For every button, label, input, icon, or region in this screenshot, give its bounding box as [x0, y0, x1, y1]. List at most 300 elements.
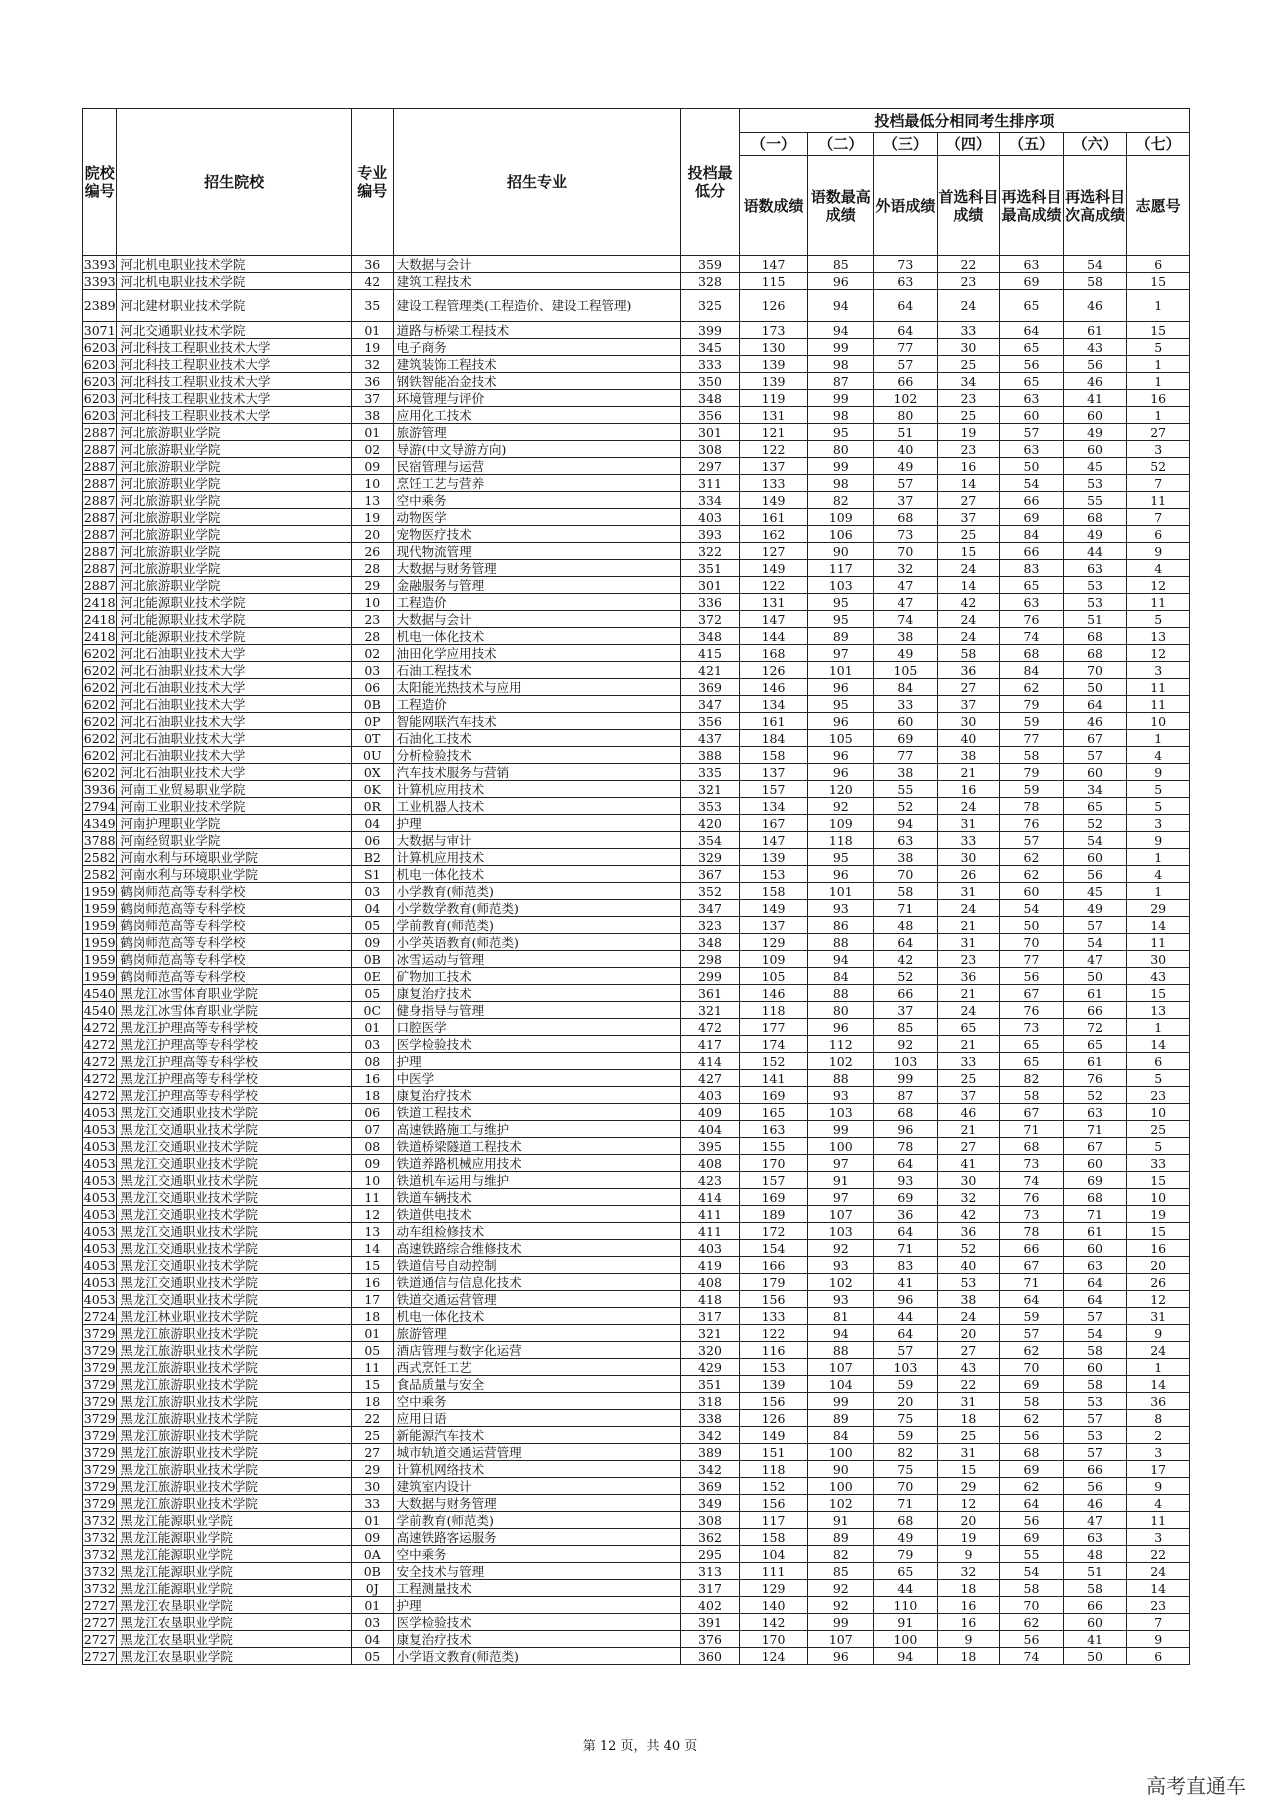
- first-subject-cell: 34: [937, 373, 1000, 390]
- reselect-second-cell: 50: [1063, 1648, 1127, 1665]
- foreign-lang-cell: 96: [874, 1121, 938, 1138]
- school-name-cell: 河南水利与环境职业学院: [117, 849, 352, 866]
- school-name-cell: 黑龙江林业职业技术学院: [117, 1308, 352, 1325]
- reselect-max-cell: 65: [1000, 339, 1064, 356]
- chinese-math-max-cell: 103: [808, 1223, 874, 1240]
- min-score-cell: 362: [681, 1529, 739, 1546]
- reselect-second-cell: 34: [1063, 781, 1127, 798]
- first-subject-cell: 42: [937, 594, 1000, 611]
- major-name-cell: 铁道供电技术: [393, 1206, 681, 1223]
- school-code-cell: 3729: [83, 1444, 116, 1460]
- chinese-math-max-cell: 95: [808, 849, 874, 866]
- foreign-lang-cell: 40: [874, 441, 938, 458]
- reselect-max-cell: 62: [1000, 1410, 1064, 1427]
- preference-no-cell: 3: [1127, 662, 1190, 679]
- first-subject-cell: 42: [937, 1206, 1000, 1223]
- first-subject-cell: 27: [937, 492, 1000, 509]
- chinese-math-max-cell: 88: [808, 985, 874, 1002]
- reselect-max-cell: 65: [1000, 290, 1064, 322]
- first-subject-cell: 30: [937, 713, 1000, 730]
- chinese-math-cell: 169: [739, 1189, 808, 1206]
- chinese-math-max-cell: 109: [808, 509, 874, 526]
- school-code-cell: 2887: [83, 441, 116, 457]
- table-row: [83, 628, 1190, 645]
- major-name-cell: 工程测量技术: [393, 1580, 681, 1597]
- reselect-second-cell: 58: [1063, 1342, 1127, 1359]
- chinese-math-max-cell: 91: [808, 1172, 874, 1189]
- reselect-second-cell: 63: [1063, 1529, 1127, 1546]
- first-subject-cell: 24: [937, 1002, 1000, 1019]
- chinese-math-cell: 163: [739, 1121, 808, 1138]
- page-footer: 第 12 页，共 40 页: [582, 1739, 698, 1754]
- reselect-max-cell: 76: [1000, 1002, 1064, 1019]
- major-code-cell: 12: [351, 1206, 393, 1223]
- header-tie-number: （五）: [1000, 133, 1064, 156]
- school-name-cell: 黑龙江交通职业技术学院: [117, 1291, 352, 1308]
- major-name-cell: 空中乘务: [393, 492, 681, 509]
- chinese-math-cell: 149: [739, 1427, 808, 1444]
- major-code-cell: 05: [351, 1342, 393, 1359]
- school-name-cell: 黑龙江护理高等专科学校: [117, 1019, 352, 1036]
- major-name-cell: 大数据与会计: [393, 256, 681, 273]
- school-code-cell: 4053: [83, 1274, 116, 1290]
- school-code-cell: 2418: [83, 594, 116, 610]
- first-subject-cell: 36: [937, 1223, 1000, 1240]
- major-code-cell: 36: [351, 256, 393, 273]
- table-row: [83, 1274, 1190, 1291]
- chinese-math-max-cell: 88: [808, 1342, 874, 1359]
- chinese-math-cell: 157: [739, 1172, 808, 1189]
- major-name-cell: 大数据与审计: [393, 832, 681, 849]
- school-name-cell: 河北旅游职业学院: [117, 475, 352, 492]
- major-code-cell: 22: [351, 1410, 393, 1427]
- min-score-cell: 411: [681, 1223, 739, 1240]
- reselect-second-cell: 58: [1063, 1580, 1127, 1597]
- school-name-cell: 黑龙江旅游职业技术学院: [117, 1393, 352, 1410]
- min-score-cell: 354: [681, 832, 739, 849]
- foreign-lang-cell: 37: [874, 492, 938, 509]
- foreign-lang-cell: 37: [874, 1002, 938, 1019]
- min-score-cell: 367: [681, 866, 739, 883]
- chinese-math-cell: 133: [739, 475, 808, 492]
- foreign-lang-cell: 99: [874, 1070, 938, 1087]
- chinese-math-max-cell: 90: [808, 543, 874, 560]
- major-code-cell: 28: [351, 560, 393, 577]
- reselect-max-cell: 57: [1000, 424, 1064, 441]
- reselect-second-cell: 46: [1063, 290, 1127, 322]
- school-name-cell: 河南经贸职业学院: [117, 832, 352, 849]
- reselect-max-cell: 76: [1000, 1189, 1064, 1206]
- table-row: [83, 1036, 1190, 1053]
- reselect-second-cell: 52: [1063, 815, 1127, 832]
- chinese-math-max-cell: 96: [808, 764, 874, 781]
- reselect-max-cell: 62: [1000, 1342, 1064, 1359]
- school-code-cell: 4272: [83, 1087, 116, 1103]
- first-subject-cell: 37: [937, 696, 1000, 713]
- major-name-cell: 动车组检修技术: [393, 1223, 681, 1240]
- min-score-cell: 393: [681, 526, 739, 543]
- school-name-cell: 河北旅游职业学院: [117, 424, 352, 441]
- school-name-cell: 河北科技工程职业技术大学: [117, 356, 352, 373]
- school-name-cell: 河北石油职业技术大学: [117, 662, 352, 679]
- chinese-math-cell: 122: [739, 441, 808, 458]
- preference-no-cell: 13: [1127, 1002, 1190, 1019]
- school-name-cell: 黑龙江能源职业学院: [117, 1529, 352, 1546]
- chinese-math-cell: 153: [739, 866, 808, 883]
- school-name-cell: 河北石油职业技术大学: [117, 696, 352, 713]
- foreign-lang-cell: 63: [874, 273, 938, 290]
- school-name-cell: 黑龙江能源职业学院: [117, 1563, 352, 1580]
- table-row: [83, 458, 1190, 475]
- major-code-cell: 08: [351, 1053, 393, 1070]
- foreign-lang-cell: 66: [874, 373, 938, 390]
- major-code-cell: 10: [351, 594, 393, 611]
- school-name-cell: 河南水利与环境职业学院: [117, 866, 352, 883]
- school-name-cell: 河北机电职业技术学院: [117, 273, 352, 290]
- school-code-cell: 2887: [83, 509, 116, 525]
- preference-no-cell: 15: [1127, 322, 1190, 339]
- major-name-cell: 油田化学应用技术: [393, 645, 681, 662]
- preference-no-cell: 9: [1127, 1478, 1190, 1495]
- reselect-second-cell: 41: [1063, 1631, 1127, 1648]
- chinese-math-cell: 154: [739, 1240, 808, 1257]
- reselect-max-cell: 69: [1000, 1461, 1064, 1478]
- major-name-cell: 民宿管理与运营: [393, 458, 681, 475]
- major-name-cell: 酒店管理与数字化运营: [393, 1342, 681, 1359]
- major-code-cell: 05: [351, 985, 393, 1002]
- chinese-math-max-cell: 102: [808, 1274, 874, 1291]
- major-name-cell: 西式烹饪工艺: [393, 1359, 681, 1376]
- foreign-lang-cell: 77: [874, 747, 938, 764]
- first-subject-cell: 16: [937, 458, 1000, 475]
- preference-no-cell: 9: [1127, 764, 1190, 781]
- foreign-lang-cell: 65: [874, 1563, 938, 1580]
- table-row: [83, 1478, 1190, 1495]
- foreign-lang-cell: 71: [874, 1240, 938, 1257]
- major-name-cell: 铁道工程技术: [393, 1104, 681, 1121]
- chinese-math-max-cell: 89: [808, 628, 874, 645]
- school-name-cell: 河北旅游职业学院: [117, 441, 352, 458]
- reselect-max-cell: 65: [1000, 373, 1064, 390]
- major-code-cell: 42: [351, 273, 393, 290]
- header-tie-number: （一）: [739, 133, 808, 156]
- school-code-cell: 4053: [83, 1155, 116, 1171]
- school-code-cell: 3729: [83, 1478, 116, 1494]
- reselect-max-cell: 59: [1000, 781, 1064, 798]
- table-row: [83, 390, 1190, 407]
- min-score-cell: 361: [681, 985, 739, 1002]
- chinese-math-max-cell: 89: [808, 1529, 874, 1546]
- school-code-cell: 3729: [83, 1427, 116, 1443]
- reselect-max-cell: 82: [1000, 1070, 1064, 1087]
- school-code-cell: 3729: [83, 1461, 116, 1477]
- school-code-cell: 3729: [83, 1410, 116, 1426]
- table-row: [83, 1138, 1190, 1155]
- table-row: [83, 1376, 1190, 1393]
- min-score-cell: 408: [681, 1155, 739, 1172]
- major-name-cell: 计算机网络技术: [393, 1461, 681, 1478]
- major-code-cell: 28: [351, 628, 393, 645]
- reselect-max-cell: 59: [1000, 713, 1064, 730]
- foreign-lang-cell: 63: [874, 832, 938, 849]
- reselect-second-cell: 68: [1063, 628, 1127, 645]
- major-code-cell: 11: [351, 1359, 393, 1376]
- table-row: [83, 577, 1190, 594]
- major-code-cell: 08: [351, 1138, 393, 1155]
- foreign-lang-cell: 69: [874, 1189, 938, 1206]
- reselect-max-cell: 58: [1000, 1393, 1064, 1410]
- reselect-second-cell: 44: [1063, 543, 1127, 560]
- preference-no-cell: 4: [1127, 866, 1190, 883]
- major-code-cell: 0X: [351, 764, 393, 781]
- reselect-max-cell: 54: [1000, 475, 1064, 492]
- preference-no-cell: 19: [1127, 1206, 1190, 1223]
- chinese-math-cell: 133: [739, 1308, 808, 1325]
- preference-no-cell: 52: [1127, 458, 1190, 475]
- school-code-cell: 4272: [83, 1036, 116, 1052]
- preference-no-cell: 7: [1127, 475, 1190, 492]
- major-code-cell: 16: [351, 1274, 393, 1291]
- reselect-second-cell: 68: [1063, 1189, 1127, 1206]
- min-score-cell: 356: [681, 713, 739, 730]
- first-subject-cell: 18: [937, 1580, 1000, 1597]
- min-score-cell: 417: [681, 1036, 739, 1053]
- school-code-cell: 6202: [83, 730, 116, 746]
- watermark: 高考直通车: [1146, 1774, 1246, 1798]
- min-score-cell: 328: [681, 273, 739, 290]
- table-row: [83, 1444, 1190, 1461]
- reselect-max-cell: 55: [1000, 1546, 1064, 1563]
- table-row: [83, 747, 1190, 764]
- first-subject-cell: 53: [937, 1274, 1000, 1291]
- major-code-cell: 38: [351, 407, 393, 424]
- school-code-cell: 4053: [83, 1104, 116, 1120]
- school-code-cell: 3729: [83, 1342, 116, 1358]
- major-name-cell: 旅游管理: [393, 424, 681, 441]
- major-code-cell: 0K: [351, 781, 393, 798]
- first-subject-cell: 31: [937, 934, 1000, 951]
- chinese-math-cell: 130: [739, 339, 808, 356]
- table-row: [83, 1393, 1190, 1410]
- major-code-cell: 0C: [351, 1002, 393, 1019]
- major-code-cell: 02: [351, 441, 393, 458]
- first-subject-cell: 31: [937, 1444, 1000, 1461]
- school-code-cell: 1959: [83, 917, 116, 933]
- min-score-cell: 420: [681, 815, 739, 832]
- chinese-math-max-cell: 101: [808, 883, 874, 900]
- major-code-cell: 0B: [351, 1563, 393, 1580]
- foreign-lang-cell: 75: [874, 1410, 938, 1427]
- preference-no-cell: 29: [1127, 900, 1190, 917]
- school-name-cell: 河北石油职业技术大学: [117, 679, 352, 696]
- table-row: [83, 424, 1190, 441]
- school-name-cell: 黑龙江旅游职业技术学院: [117, 1461, 352, 1478]
- chinese-math-cell: 184: [739, 730, 808, 747]
- min-score-cell: 299: [681, 968, 739, 985]
- major-code-cell: 01: [351, 1597, 393, 1614]
- school-code-cell: 1959: [83, 968, 116, 984]
- min-score-cell: 321: [681, 1002, 739, 1019]
- chinese-math-cell: 127: [739, 543, 808, 560]
- preference-no-cell: 12: [1127, 1291, 1190, 1308]
- reselect-max-cell: 69: [1000, 273, 1064, 290]
- reselect-second-cell: 41: [1063, 390, 1127, 407]
- major-code-cell: 09: [351, 1529, 393, 1546]
- school-name-cell: 黑龙江旅游职业技术学院: [117, 1444, 352, 1461]
- school-code-cell: 3732: [83, 1512, 116, 1528]
- first-subject-cell: 21: [937, 1121, 1000, 1138]
- min-score-cell: 415: [681, 645, 739, 662]
- first-subject-cell: 21: [937, 985, 1000, 1002]
- table-row: [83, 696, 1190, 713]
- chinese-math-max-cell: 106: [808, 526, 874, 543]
- chinese-math-cell: 156: [739, 1393, 808, 1410]
- foreign-lang-cell: 96: [874, 1291, 938, 1308]
- min-score-cell: 322: [681, 543, 739, 560]
- foreign-lang-cell: 49: [874, 458, 938, 475]
- school-code-cell: 3788: [83, 832, 116, 848]
- reselect-max-cell: 73: [1000, 1019, 1064, 1036]
- school-name-cell: 鹤岗师范高等专科学校: [117, 917, 352, 934]
- chinese-math-max-cell: 105: [808, 730, 874, 747]
- foreign-lang-cell: 79: [874, 1546, 938, 1563]
- reselect-max-cell: 56: [1000, 968, 1064, 985]
- min-score-cell: 321: [681, 781, 739, 798]
- min-score-cell: 308: [681, 441, 739, 458]
- preference-no-cell: 4: [1127, 747, 1190, 764]
- school-name-cell: 鹤岗师范高等专科学校: [117, 934, 352, 951]
- chinese-math-max-cell: 89: [808, 1410, 874, 1427]
- major-name-cell: 建筑室内设计: [393, 1478, 681, 1495]
- preference-no-cell: 43: [1127, 968, 1190, 985]
- first-subject-cell: 20: [937, 1325, 1000, 1342]
- foreign-lang-cell: 60: [874, 713, 938, 730]
- foreign-lang-cell: 102: [874, 390, 938, 407]
- major-code-cell: 04: [351, 1631, 393, 1648]
- school-code-cell: 1959: [83, 900, 116, 916]
- table-row: [83, 1189, 1190, 1206]
- major-name-cell: 口腔医学: [393, 1019, 681, 1036]
- reselect-second-cell: 46: [1063, 713, 1127, 730]
- foreign-lang-cell: 94: [874, 1648, 938, 1665]
- reselect-second-cell: 60: [1063, 849, 1127, 866]
- preference-no-cell: 3: [1127, 1444, 1190, 1461]
- reselect-second-cell: 57: [1063, 1308, 1127, 1325]
- min-score-cell: 345: [681, 339, 739, 356]
- first-subject-cell: 27: [937, 1342, 1000, 1359]
- first-subject-cell: 36: [937, 662, 1000, 679]
- school-name-cell: 黑龙江交通职业技术学院: [117, 1121, 352, 1138]
- preference-no-cell: 5: [1127, 1070, 1190, 1087]
- major-code-cell: 03: [351, 1614, 393, 1631]
- min-score-cell: 402: [681, 1597, 739, 1614]
- preference-no-cell: 6: [1127, 1648, 1190, 1665]
- reselect-max-cell: 77: [1000, 951, 1064, 968]
- major-code-cell: 15: [351, 1376, 393, 1393]
- chinese-math-max-cell: 107: [808, 1631, 874, 1648]
- major-name-cell: 智能网联汽车技术: [393, 713, 681, 730]
- table-row: [83, 1155, 1190, 1172]
- school-code-cell: 2794: [83, 798, 116, 814]
- chinese-math-cell: 158: [739, 1529, 808, 1546]
- major-name-cell: 食品质量与安全: [393, 1376, 681, 1393]
- school-name-cell: 河北石油职业技术大学: [117, 730, 352, 747]
- reselect-max-cell: 78: [1000, 1223, 1064, 1240]
- chinese-math-max-cell: 120: [808, 781, 874, 798]
- preference-no-cell: 11: [1127, 679, 1190, 696]
- major-name-cell: 高速铁路施工与维护: [393, 1121, 681, 1138]
- min-score-cell: 321: [681, 1325, 739, 1342]
- chinese-math-cell: 149: [739, 492, 808, 509]
- school-name-cell: 黑龙江旅游职业技术学院: [117, 1478, 352, 1495]
- reselect-max-cell: 74: [1000, 1648, 1064, 1665]
- table-row: [83, 968, 1190, 985]
- school-name-cell: 河北石油职业技术大学: [117, 747, 352, 764]
- foreign-lang-cell: 68: [874, 1104, 938, 1121]
- major-name-cell: 建筑装饰工程技术: [393, 356, 681, 373]
- major-name-cell: 护理: [393, 815, 681, 832]
- first-subject-cell: 27: [937, 1138, 1000, 1155]
- min-score-cell: 348: [681, 390, 739, 407]
- first-subject-cell: 24: [937, 628, 1000, 645]
- first-subject-cell: 9: [937, 1546, 1000, 1563]
- reselect-second-cell: 60: [1063, 764, 1127, 781]
- foreign-lang-cell: 33: [874, 696, 938, 713]
- chinese-math-max-cell: 98: [808, 475, 874, 492]
- major-name-cell: 护理: [393, 1597, 681, 1614]
- chinese-math-max-cell: 96: [808, 747, 874, 764]
- school-code-cell: 1959: [83, 883, 116, 899]
- school-code-cell: 4053: [83, 1291, 116, 1307]
- first-subject-cell: 24: [937, 611, 1000, 628]
- chinese-math-cell: 170: [739, 1631, 808, 1648]
- major-code-cell: 0R: [351, 798, 393, 815]
- reselect-max-cell: 57: [1000, 1325, 1064, 1342]
- preference-no-cell: 16: [1127, 1240, 1190, 1257]
- reselect-second-cell: 51: [1063, 611, 1127, 628]
- min-score-cell: 356: [681, 407, 739, 424]
- first-subject-cell: 46: [937, 1104, 1000, 1121]
- reselect-second-cell: 53: [1063, 475, 1127, 492]
- school-code-cell: 3729: [83, 1376, 116, 1392]
- min-score-cell: 404: [681, 1121, 739, 1138]
- school-code-cell: 2418: [83, 628, 116, 644]
- reselect-second-cell: 50: [1063, 968, 1127, 985]
- school-name-cell: 黑龙江农垦职业学院: [117, 1631, 352, 1648]
- chinese-math-max-cell: 117: [808, 560, 874, 577]
- preference-no-cell: 10: [1127, 1104, 1190, 1121]
- table-row: [83, 832, 1190, 849]
- chinese-math-max-cell: 99: [808, 1121, 874, 1138]
- reselect-max-cell: 62: [1000, 849, 1064, 866]
- school-code-cell: 2887: [83, 560, 116, 576]
- foreign-lang-cell: 103: [874, 1053, 938, 1070]
- preference-no-cell: 4: [1127, 1495, 1190, 1512]
- foreign-lang-cell: 71: [874, 1495, 938, 1512]
- chinese-math-max-cell: 95: [808, 424, 874, 441]
- min-score-cell: 437: [681, 730, 739, 747]
- preference-no-cell: 1: [1127, 849, 1190, 866]
- first-subject-cell: 31: [937, 1393, 1000, 1410]
- school-name-cell: 黑龙江交通职业技术学院: [117, 1104, 352, 1121]
- major-code-cell: 26: [351, 543, 393, 560]
- preference-no-cell: 11: [1127, 1512, 1190, 1529]
- major-name-cell: 机电一体化技术: [393, 628, 681, 645]
- reselect-second-cell: 46: [1063, 373, 1127, 390]
- chinese-math-cell: 165: [739, 1104, 808, 1121]
- preference-no-cell: 8: [1127, 1410, 1190, 1427]
- school-name-cell: 黑龙江冰雪体育职业学院: [117, 1002, 352, 1019]
